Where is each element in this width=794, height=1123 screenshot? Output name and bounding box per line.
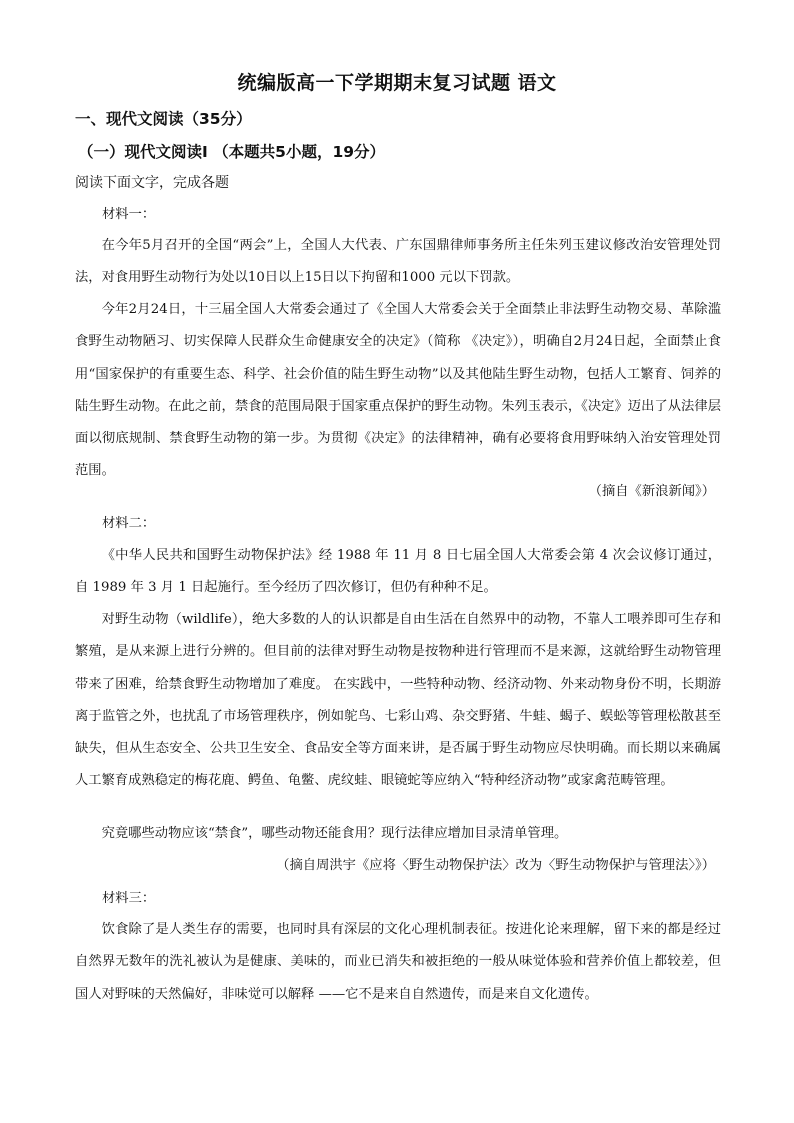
material3-label: 材料三： [102, 891, 156, 906]
page-title: 统编版高一下学期期末复习试题 语文 [237, 72, 557, 94]
material3-paragraph-1: 饮食除了是人类生存的需要，也同时具有深层的文化心理机制表征。按进化论来理解，留下来的都是经过自然界无数年的洗礼被认为是健康、美味的，而业已消失和被拒绝的一般从味觉体验和营养价值上都较差，但国人对野味的天然偏好，非味觉可以解释 ——它不是来自自然遗传，而是来自文化遗传。 [75, 922, 721, 1002]
section-heading: 一、现代文阅读（35分） [75, 110, 252, 128]
material1-source: （摘自《新浪新闻》） [588, 484, 715, 499]
material2-label: 材料二： [102, 516, 156, 531]
material2-paragraph-2: 对野生动物（wildlife），绝大多数的人的认识都是自由生活在自然界中的动物，不靠人工喂养即可生存和繁殖，是从来源上进行分辨的。但目前的法律对野生动物是按物种进行管理而不是来源，这就给野生动物管理带来了困难，给禁食野生动物增加了难度。 在实践中，一些特种动物、经济动物、外来动物身份不明，长期游离于监管之外，也扰乱了市场管理秩序，例如鸵鸟、七彩山鸡、杂交野猪、牛蛙、蝎子、蜈蚣等管理松散甚至缺失，但从生态安全、公共卫生安全、食品安全等方面来讲，是否属于野生动物应尽快明确。而长期以来确属人工繁育成熟稳定的梅花鹿、鳄鱼、龟鳖、虎纹蛙、眼镜蛇等应纳入“特种经济动物”或家禽范畴管理。 [75, 612, 721, 789]
instruction-text: 阅读下面文字，完成各题 [75, 175, 229, 191]
material2-source: （摘自周洪宇《应将〈野生动物保护法〉改为〈野生动物保护与管理法〉》） [276, 858, 715, 873]
material2-paragraph-1: 《中华人民共和国野生动物保护法》经 1988 年 11 月 8 日七届全国人大常委会第 4 次会议修订通过，自 1989 年 3 月 1 日起施行。至今经历了四次修订，但仍有种种不足。 [75, 548, 721, 596]
subsection-heading: （一）现代文阅读Ⅰ （本题共5小题，19分） [78, 143, 386, 161]
material2-paragraph-3: 究竟哪些动物应该“禁食”，哪些动物还能食用？现行法律应增加目录清单管理。 [101, 826, 568, 841]
material1-label: 材料一： [102, 207, 156, 222]
material1-paragraph-1: 在今年5月召开的全国“两会”上，全国人大代表、广东国鼎律师事务所主任朱列玉建议修改治安管理处罚法，对食用野生动物行为处以10日以上15日以下拘留和1000 元以下罚款。 [75, 238, 721, 286]
material1-paragraph-2: 今年2月24日，十三届全国人大常委会通过了《全国人大常委会关于全面禁止非法野生动物交易、革除滥食野生动物陋习、切实保障人民群众生命健康安全的决定》（简称 《决定》），明确自2月24日起，全面禁止食用“国家保护的有重要生态、科学、社会价值的陆生野生动物”以及其他陆生野生动物，包括人工繁育、饲养的陆生野生动物。在此之前，禁食的范围局限于国家重点保护的野生动物。朱列玉表示，《决定》迈出了从法律层面以彻底规制、禁食野生动物的第一步。为贯彻《决定》的法律精神，确有必要将食用野味纳入治安管理处罚范围。 [75, 302, 721, 479]
